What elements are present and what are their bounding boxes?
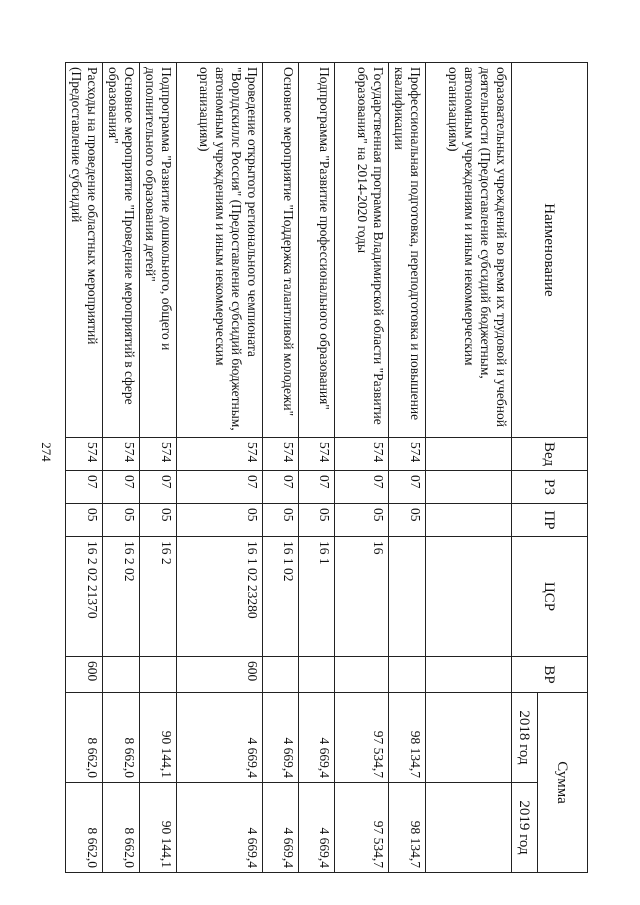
cell-csr: 16 1 02 23280 [177,537,263,657]
cell-ved: 574 [140,438,177,471]
cell-2019: 90 144,1 [140,783,177,873]
cell-pr: 05 [103,504,140,537]
cell-name: Основное мероприятие "Поддержка талантливой молодежи" [263,63,299,438]
cell-ved: 574 [299,438,335,471]
header-row [538,63,588,873]
cell-csr: 16 1 [299,537,335,657]
table-row [263,63,299,873]
table-row [299,63,335,873]
cell-name: Профессиональная подготовка, переподготовка и повышение квалификации [389,63,426,438]
cell-2019: 8 662,0 [103,783,140,873]
cell-rz: 07 [299,471,335,504]
header-rz: РЗ [512,471,588,504]
cell-pr: 05 [177,504,263,537]
cell-csr [426,537,512,657]
cell-vr [103,657,140,693]
cell-rz: 07 [66,471,103,504]
cell-rz [426,471,512,504]
cell-2018: 4 669,4 [263,693,299,783]
table-row [335,63,389,873]
cell-2018: 8 662,0 [103,693,140,783]
cell-2018 [426,693,512,783]
header-vr: ВР [512,657,588,693]
table-row [426,63,512,873]
cell-2018: 98 134,7 [389,693,426,783]
cell-name: Расходы на проведение областных мероприятий (Предоставление субсидий [66,63,103,438]
cell-pr [426,504,512,537]
header-csr: ЦСР [512,537,588,657]
cell-csr: 16 1 02 [263,537,299,657]
cell-2019: 98 134,7 [389,783,426,873]
cell-name: Проведение открытого регионального чемпионата "Ворлдскиллс Россия" (Предоставление субсидий бюджетным, автономным учреждениям и иным некоммерческим организациям) [177,63,263,438]
cell-rz: 07 [263,471,299,504]
cell-2019: 8 662,0 [66,783,103,873]
header-2019: 2019 год [512,783,538,873]
cell-rz: 07 [389,471,426,504]
rotated-page [58,62,588,872]
cell-vr [263,657,299,693]
cell-csr: 16 2 02 21370 [66,537,103,657]
cell-rz: 07 [103,471,140,504]
cell-rz: 07 [140,471,177,504]
table-row [66,63,103,873]
cell-pr: 05 [335,504,389,537]
cell-csr: 16 [335,537,389,657]
cell-pr: 05 [140,504,177,537]
cell-2018: 97 534,7 [335,693,389,783]
header-2018: 2018 год [512,693,538,783]
page-number: 274 [38,442,54,462]
cell-2018: 4 669,4 [299,693,335,783]
cell-vr: 600 [177,657,263,693]
cell-pr: 05 [66,504,103,537]
cell-pr: 05 [389,504,426,537]
cell-ved: 574 [66,438,103,471]
cell-rz: 07 [177,471,263,504]
cell-pr: 05 [263,504,299,537]
cell-ved: 574 [263,438,299,471]
cell-2019 [426,783,512,873]
cell-name: Государственная программа Владимирской области "Развитие образования" на 2014-2020 годы [335,63,389,438]
cell-csr: 16 2 [140,537,177,657]
table-row [140,63,177,873]
cell-2019: 4 669,4 [299,783,335,873]
cell-name: Подпрограмма "Развитие дошкольного, общего и дополнительного образования детей" [140,63,177,438]
cell-vr [426,657,512,693]
cell-pr: 05 [299,504,335,537]
cell-rz: 07 [335,471,389,504]
cell-2018: 4 669,4 [177,693,263,783]
cell-vr [299,657,335,693]
cell-name: образовательных учреждений во время их трудовой и учебной деятельности (Предоставление субсидий бюджетным, автономным учреждениям и иным некоммерческим организациям) [426,63,512,438]
header-name: Наименование [512,63,588,438]
header-pr: ПР [512,504,588,537]
cell-vr [389,657,426,693]
cell-ved: 574 [177,438,263,471]
header-sum: Сумма [538,693,588,873]
cell-name: Подпрограмма "Развитие профессионального образования" [299,63,335,438]
cell-2018: 8 662,0 [66,693,103,783]
cell-2019: 4 669,4 [177,783,263,873]
header-ved: Вед [512,438,588,471]
cell-ved [426,438,512,471]
table-row [103,63,140,873]
cell-vr [140,657,177,693]
budget-table [65,62,588,873]
cell-name: Основное мероприятие "Проведение мероприятий в сфере образования" [103,63,140,438]
cell-ved: 574 [103,438,140,471]
cell-csr [389,537,426,657]
table-row [389,63,426,873]
cell-vr: 600 [66,657,103,693]
table-row [177,63,263,873]
cell-ved: 574 [335,438,389,471]
cell-vr [335,657,389,693]
cell-2019: 97 534,7 [335,783,389,873]
cell-ved: 574 [389,438,426,471]
cell-csr: 16 2 02 [103,537,140,657]
cell-2019: 4 669,4 [263,783,299,873]
cell-2018: 90 144,1 [140,693,177,783]
